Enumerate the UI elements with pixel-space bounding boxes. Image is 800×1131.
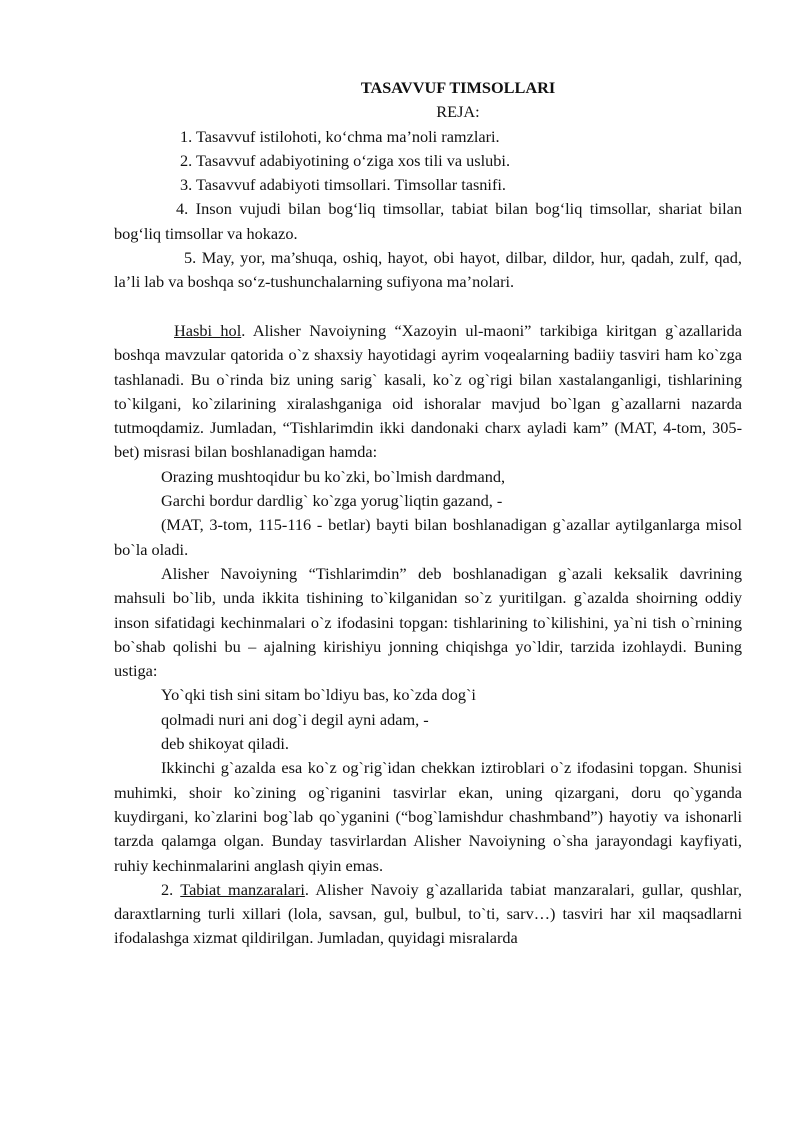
- plan-item-1: 1. Tasavvuf istilohoti, ko‘chma ma’noli ramzlari.: [180, 126, 500, 146]
- section-spacer: [114, 295, 742, 319]
- section-heading-tabiat-manzaralari: Tabiat manzaralari: [180, 879, 305, 899]
- paragraph-hasbi-hol: [114, 319, 742, 465]
- paragraph: Alisher Navoiyning “Tishlarimdin” deb boshlanadigan g`azali keksalik davrining mahsuli bo`lib, unda ikkita tishining to`kilganidan so`z yuritilgan. g`azalda shoirning oddiy inson sifatidagi kechinmalari o`z ifodasini topgan: tishlarining to`kilishini, ya`ni tish o`rnining bo`shab qolishi bu – ajalning kirishiyu jonning chiqishga yo`ldir, tarzida izohlaydi. Buning ustiga:: [114, 563, 742, 681]
- plan-item-2: 2. Tasavvuf adabiyotining o‘ziga xos tili va uslubi.: [180, 150, 511, 170]
- plan-item-3: 3. Tasavvuf adabiyoti timsollari. Timsollar tasnifi.: [180, 175, 506, 195]
- paragraph-text: . Alisher Navoiy g`azallarida tabiat manzaralari, gullar, qushlar, daraxtlarning turli xillari (lola, savsan, gul, bulbul, to`ti, sarv…) tasviri har xil maqsadlarni ifodalashga xizmat qildirilgan. Jumladan, quyidagi misralarda: [114, 879, 742, 948]
- plan-heading: REJA:: [436, 102, 480, 122]
- verse-line: deb shikoyat qiladi.: [161, 734, 289, 754]
- verse-line: qolmadi nuri ani dog`i degil ayni adam, -: [161, 709, 429, 729]
- paragraph: Ikkinchi g`azalda esa ko`z og`rig`idan chekkan iztiroblari o`z ifodasini topgan. Shunisi muhimki, shoir ko`zining og`riganini tasvirlar ekan, uning qizargani, doru qo`yganda kuydirgani, ko`zlarini bog`lab qo`yganini (“bog`lamishdur chashmband”) hayotiy va ishonarli tarzda qalamga olgan. Bunday tasvirlardan Alisher Navoiyning o`sha jarayondagi kayfiyati, ruhiy kechinmalarini anglash qiyin emas.: [114, 758, 742, 875]
- plan-item-5: 5. May, yor, ma’shuqa, oshiq, hayot, obi hayot, dilbar, dildor, hur, qadah, zulf, qad, la’li lab va boshqa so‘z-tushunchalarning sufiyona ma’nolari.: [114, 248, 742, 292]
- plan-item-4: 4. Inson vujudi bilan bog‘liq timsollar, tabiat bilan bog‘liq timsollar, shariat bilan bog‘liq timsollar va hokazo.: [114, 199, 742, 243]
- document-title: TASAVVUF TIMSOLLARI: [360, 78, 556, 97]
- verse-line: Yo`qki tish sini sitam bo`ldiyu bas, ko`zda dog`i: [161, 685, 476, 705]
- verse-line: Garchi bordur dardlig` ko`zga yorug`liqtin gazand, -: [161, 491, 503, 511]
- document-page: [114, 76, 742, 951]
- paragraph: (MAT, 3-tom, 115-116 - betlar) bayti bilan boshlanadigan g`azallar aytilganlarga misol bo`la oladi.: [114, 515, 742, 559]
- paragraph-text: . Alisher Navoiyning “Xazoyin ul-maoni” tarkibiga kiritgan g`azallarida boshqa mavzular qatorida o`z shaxsiy hayotidagi ayrim voqealarning badiiy tasviri ham ko`zga tashlanadi. Bu o`rinda biz uning sarig` kasali, ko`z og`rigi bilan xastalanganligi, tishlarining to`kilgani, ko`zilarining xiralashganiga oid ishoralar mavjud bo`lgan g`azallarni nazarda tutmoqdamiz. Jumladan, “Tishlarimdin ikki dandonaki charx ayladi kam” (MAT, 4-tom, 305-bet) misrasi bilan boshlanadigan hamda:: [114, 320, 742, 462]
- verse-line: Orazing mushtoqidur bu ko`zki, bo`lmish dardmand,: [161, 466, 506, 486]
- section-number: 2.: [161, 879, 181, 899]
- section-heading-hasbi-hol: Hasbi hol: [174, 320, 242, 340]
- paragraph-tabiat-manzaralari: [114, 878, 742, 951]
